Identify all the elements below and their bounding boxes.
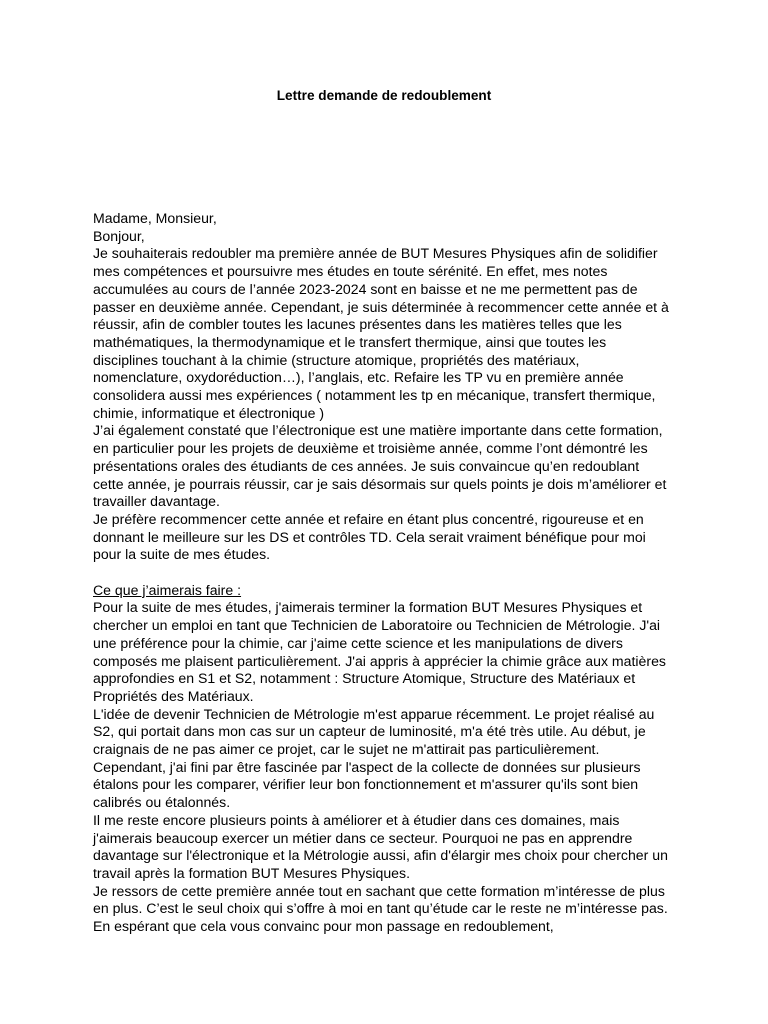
paragraph-line: Je souhaiterais redoubler ma première année de BUT Mesures Physiques afin de solidifier [93, 245, 658, 262]
letter-body [93, 210, 683, 936]
paragraph-line: Propriétés des Matériaux. [93, 687, 254, 704]
paragraph-line: approfondies en S1 et S2, notamment : Structure Atomique, Structure des Matériaux et [93, 670, 636, 687]
salutation-line: Madame, Monsieur, [93, 210, 217, 226]
paragraph-line: disciplines touchant à la chimie (structure atomique, propriétés des matériaux, [93, 351, 580, 368]
paragraph-line: travail après la formation BUT Mesures Physiques. [93, 865, 410, 881]
paragraph-line: une préférence pour la chimie, car j'aime cette science et les manipulations de divers [93, 634, 623, 651]
paragraph-line: passer en deuxième année. Cependant, je suis déterminée à recommencer cette année et à [93, 298, 669, 315]
paragraph-line: mathématiques, la thermodynamique et le transfert thermique, ainsi que toutes les [93, 333, 607, 350]
paragraph-line: calibrés ou étalonnés. [93, 794, 231, 811]
paragraph-line: j'aimerais beaucoup exercer un métier dans ce secteur. Pourquoi ne pas en apprendre [93, 829, 633, 846]
paragraph-line: en particulier pour les projets de deuxième et troisième année, comme l’ont démontré les [93, 440, 648, 457]
paragraph-line: nomenclature, oxydoréduction…), l’anglais, etc. Refaire les TP vu en première année [93, 369, 624, 386]
paragraph-line: craignais de ne pas aimer ce projet, car le sujet ne m'attirait pas particulièrement. [93, 741, 600, 758]
closing-line: En espérant que cela vous convainc pour mon passage en redoublement, [93, 918, 554, 935]
paragraph-line: cette année, je pourrais réussir, car je sais désormais sur quels points je dois m’améliorer et [93, 475, 667, 492]
paragraph-line: Cependant, j'ai fini par être fascinée par l'aspect de la collecte de données sur plusieurs [93, 758, 641, 775]
paragraph-line: Il me reste encore plusieurs points à améliorer et à étudier dans ces domaines, mais [93, 811, 620, 828]
paragraph-line: davantage sur l'électronique et la Métrologie aussi, afin d'élargir mes choix pour chercher un [93, 847, 668, 864]
paragraph-line: réussir, afin de combler toutes les lacunes présentes dans les matières telles que les [93, 316, 622, 333]
paragraph-line: mes compétences et poursuivre mes études en toute sérénité. En effet, mes notes [93, 263, 608, 280]
paragraph-line: pour la suite de mes études. [93, 546, 271, 563]
paragraph-line: Je ressors de cette première année tout en sachant que cette formation m’intéresse de plus [93, 882, 665, 899]
paragraph-line: L'idée de devenir Technicien de Métrologie m'est apparue récemment. Le projet réalisé au [93, 705, 655, 722]
paragraph-line: présentations orales des étudiants de ces années. Je suis convaincue qu’en redoublant [93, 457, 640, 474]
paragraph-line: étalons pour les comparer, vérifier leur bon fonctionnement et m'assurer qu'ils sont bien [93, 776, 639, 793]
paragraph-line: chimie, informatique et électronique ) [93, 404, 325, 421]
paragraph-line: en plus. C’est le seul choix qui s’offre à moi en tant qu’étude car le reste ne m’intéresse pas. [93, 900, 668, 917]
paragraph-line: S2, qui portait dans mon cas sur un capteur de luminosité, m'a été très utile. Au début, je [93, 723, 646, 740]
blank-line [93, 564, 683, 582]
paragraph-line: Je préfère recommencer cette année et refaire en étant plus concentré, rigoureuse et en [93, 510, 644, 527]
paragraph-line: chercher un emploi en tant que Technicien de Laboratoire ou Technicien de Métrologie. J'ai [93, 617, 661, 634]
paragraph-line: accumulées au cours de l’année 2023-2024 sont en baisse et ne me permettent pas de [93, 280, 638, 297]
document-title: Lettre demande de redoublement [276, 88, 492, 103]
paragraph-line: donnant le meilleure sur les DS et contrôles TD. Cela serait vraiment bénéfique pour moi [93, 528, 646, 545]
paragraph-line: consolidera aussi mes expériences ( notamment les tp en mécanique, transfert thermique, [93, 387, 656, 404]
paragraph-line: composés me plaisent particulièrement. J'ai appris à apprécier la chimie grâce aux matières [93, 652, 666, 669]
paragraph-line: Pour la suite de mes études, j'aimerais terminer la formation BUT Mesures Physiques et [93, 599, 643, 616]
section-heading: Ce que j’aimerais faire : [93, 581, 242, 598]
greeting-line: Bonjour, [93, 227, 145, 244]
paragraph-line: travailler davantage. [93, 493, 220, 510]
paragraph-line: J’ai également constaté que l’électronique est une matière importante dans cette formation, [93, 422, 663, 439]
